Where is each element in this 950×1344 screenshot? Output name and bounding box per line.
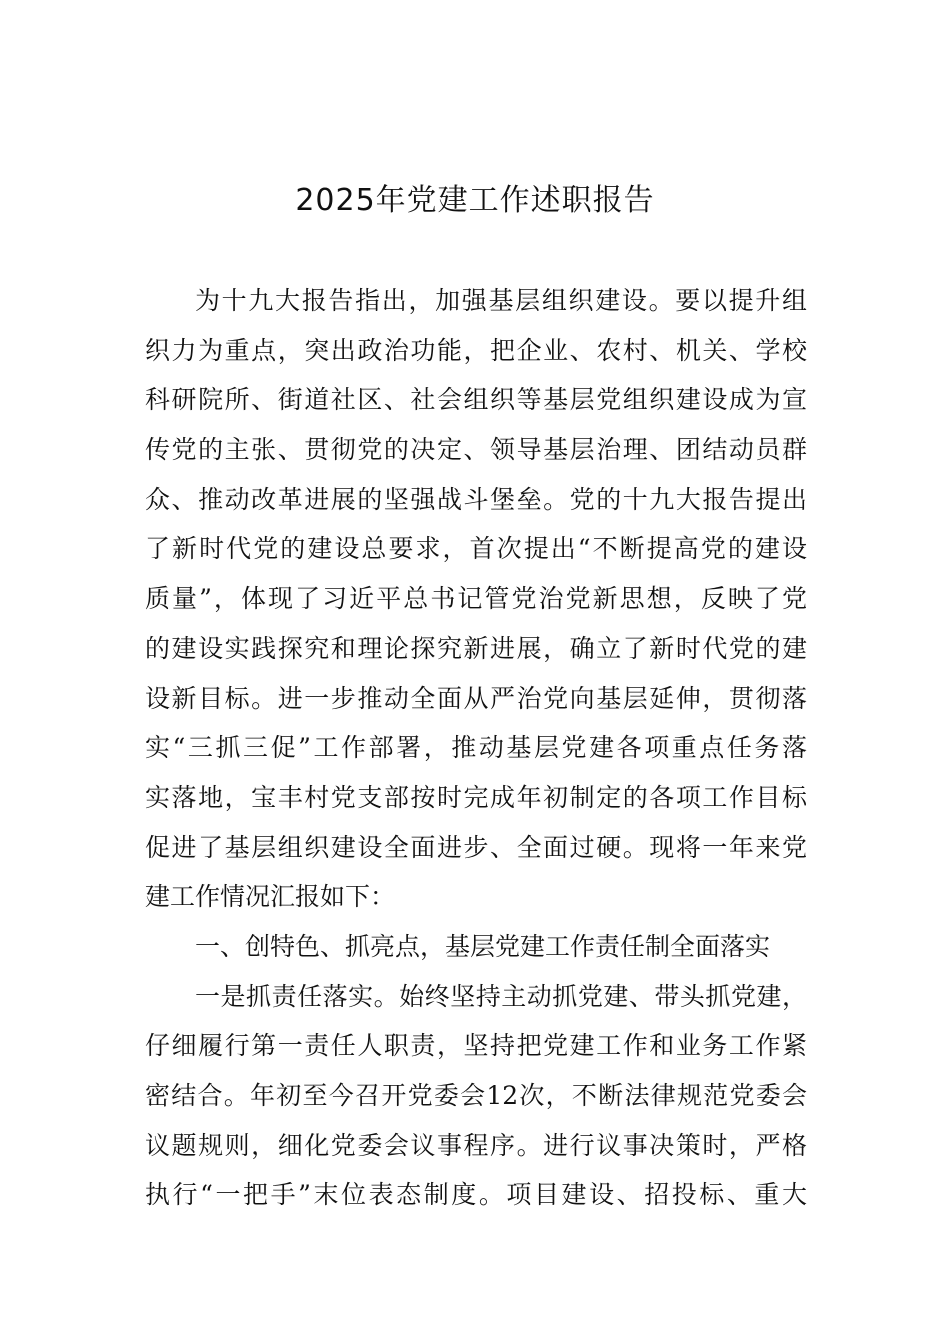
text-line: 了新时代党的建设总要求，首次提出“不断提高党的建设 bbox=[145, 534, 807, 564]
text-line: 的建设实践探究和理论探究新进展，确立了新时代党的建 bbox=[145, 633, 807, 663]
text-line: 密结合。年初至今召开党委会12次，不断法律规范党委会 bbox=[145, 1081, 807, 1110]
text-line: 执行“一把手”末位表态制度。项目建设、招投标、重大 bbox=[145, 1180, 807, 1210]
text-line: 建工作情况汇报如下： bbox=[145, 882, 396, 912]
text-line: 仔细履行第一责任人职责，坚持把党建工作和业务工作紧 bbox=[145, 1031, 807, 1061]
text-line: 议题规则，细化党委会议事程序。进行议事决策时，严格 bbox=[145, 1130, 807, 1160]
document-title: 2025年党建工作述职报告 bbox=[295, 183, 655, 218]
text-line: 为十九大报告指出，加强基层组织建设。要以提升组 bbox=[195, 286, 807, 315]
text-line: 一是抓责任落实。始终坚持主动抓党建、带头抓党建， bbox=[195, 981, 807, 1011]
document-body bbox=[145, 276, 807, 1220]
text-line: 传党的主张、贯彻党的决定、领导基层治理、团结动员群 bbox=[145, 435, 807, 465]
text-line: 众、推动改革进展的坚强战斗堡垒。党的十九大报告提出 bbox=[145, 484, 807, 514]
text-line: 实落地，宝丰村党支部按时完成年初制定的各项工作目标 bbox=[145, 782, 807, 812]
text-line: 促进了基层组织建设全面进步、全面过硬。现将一年来党 bbox=[145, 832, 807, 862]
text-line: 织力为重点，突出政治功能，把企业、农村、机关、学校 bbox=[145, 335, 807, 365]
text-line: 实“三抓三促”工作部署，推动基层党建各项重点任务落 bbox=[145, 733, 807, 763]
text-line: 设新目标。进一步推动全面从严治党向基层延伸，贯彻落 bbox=[145, 683, 807, 713]
text-line: 质量”，体现了习近平总书记管党治党新思想，反映了党 bbox=[145, 584, 807, 614]
text-line: 一、创特色、抓亮点，基层党建工作责任制全面落实 bbox=[195, 931, 771, 961]
text-line: 科研院所、街道社区、社会组织等基层党组织建设成为宣 bbox=[145, 385, 807, 415]
